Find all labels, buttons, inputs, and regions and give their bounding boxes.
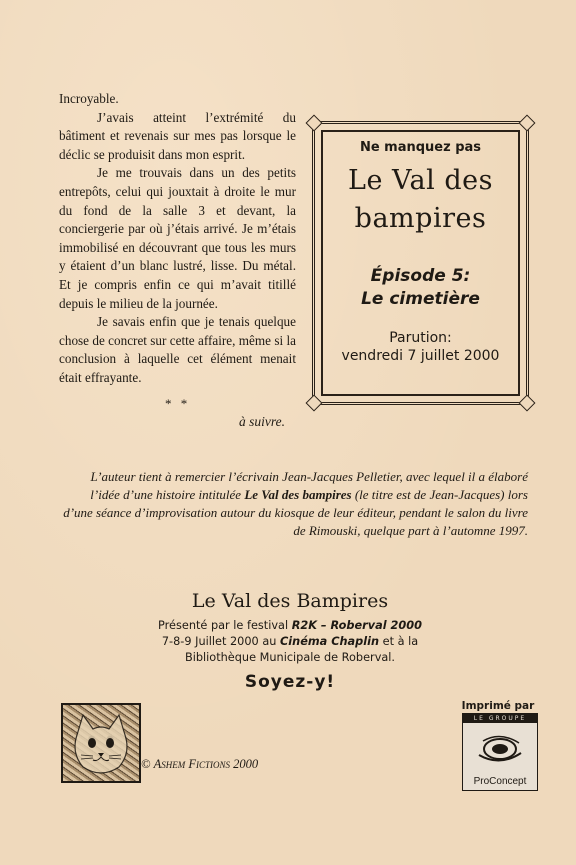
story-column (59, 90, 296, 388)
promo-title-line-2: bampires (354, 203, 487, 234)
section-break: * * (165, 396, 191, 411)
story-paragraph-4: Je savais enfin que je tenais quelque chose de concret sur cette affaire, même si la conclusion à laquelle cet élément menait était effrayante. (59, 314, 296, 385)
proconcept-logo-icon (462, 713, 538, 791)
globe-icon (463, 723, 536, 779)
cat-illustration-icon (61, 703, 141, 783)
call-to-action: Soyez-y! (244, 672, 336, 692)
festival-line-1 (150, 618, 430, 634)
release-date: vendredi 7 juillet 2000 (341, 348, 500, 364)
promo-release (315, 329, 526, 365)
release-label: Parution: (389, 330, 452, 346)
festival-name: R2K – Roberval 2000 (291, 619, 422, 632)
corner-ornament-icon (519, 115, 536, 132)
copyright-name: Ashem Fictions (153, 757, 231, 771)
story-paragraph-3: Je me trouvais dans un des petits entrepôts, celui qui jouxtait à droite le mur du fond de la salle 3 et devant, la conciergerie par où j’étais arrivé. Je m’étais immobilisé en découvrant que tous les murs y étaient d’un blanc lustré, lisse. Du métal. Et je compris enfin ce qui m’avait titillé depuis le milieu de la journée. (59, 165, 296, 311)
ack-book-title: Le Val des bampires (244, 487, 352, 502)
festival-block (150, 590, 430, 692)
festival-title: Le Val des Bampires (191, 590, 389, 612)
story-paragraph-2: J’avais atteint l’extrémité du bâtiment et revenais sur mes pas lorsque le déclic se produisit dans mon esprit. (59, 109, 296, 162)
cat-face-icon (63, 705, 139, 781)
festival-line-2 (150, 634, 430, 650)
acknowledgement (58, 468, 528, 540)
story-paragraph-1: Incroyable. (59, 91, 119, 106)
to-be-continued: à suivre. (239, 414, 285, 429)
promo-episode (315, 265, 526, 311)
festival-dates: 7-8-9 Juillet 2000 au (161, 635, 281, 648)
presented-text: Présenté par le festival (158, 619, 292, 632)
promo-box (312, 121, 529, 405)
episode-title: Le cimetière (361, 289, 480, 309)
festival-line-3: Bibliothèque Municipale de Roberval. (184, 651, 396, 664)
corner-ornament-icon (519, 395, 536, 412)
printed-by-label: Imprimé par (461, 700, 535, 712)
episode-number: Épisode 5: (370, 266, 471, 286)
promo-title (315, 162, 526, 238)
copyright-year: 2000 (233, 757, 259, 771)
logo-name: ProConcept (473, 776, 527, 787)
corner-ornament-icon (306, 395, 323, 412)
copyright (141, 757, 258, 772)
venue-cinema: Cinéma Chaplin (280, 635, 380, 648)
venue-join: et à la (379, 635, 419, 648)
logo-top-text: LE GROUPE (463, 714, 537, 723)
promo-heading: Ne manquez pas (359, 140, 482, 155)
corner-ornament-icon (306, 115, 323, 132)
ack-text-b: (le titre est de Jean-Jacques) lors d’une séance d’improvisation autour du kiosque de leur éditeur, pendant le salon du livre de Rimouski, quelque part à l’automne 1997. (63, 487, 528, 538)
promo-title-line-1: Le Val des (348, 165, 493, 196)
copyright-symbol: © (141, 757, 151, 771)
ack-text-a: L’auteur tient à remercier l’écrivain Jean-Jacques Pelletier, avec lequel il a élaboré l’idée d’une histoire intitulée (90, 469, 528, 502)
